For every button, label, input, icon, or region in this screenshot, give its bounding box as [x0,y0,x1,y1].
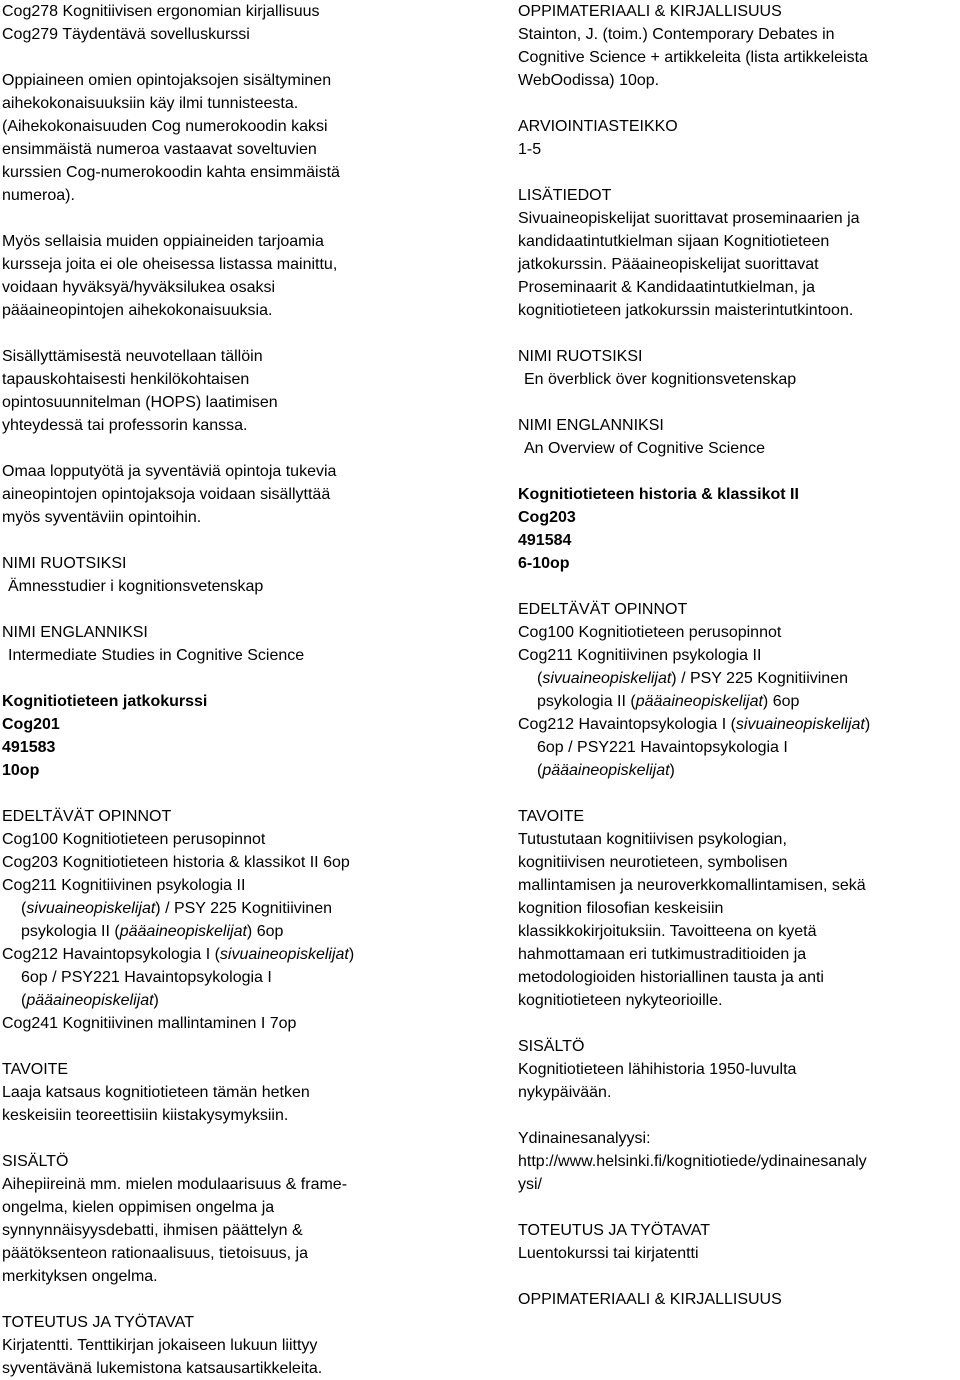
goal-line: mallintamisen ja neuroverkkomallintamisen, sekä [518,877,866,894]
method-line: Luentokurssi tai kirjatentti [518,1245,699,1262]
course-code: Cog201 [2,716,60,733]
goal-line: metodologioiden historiallinen tausta ja anti [518,969,824,986]
prerequisite-line: (sivuaineopiskelijat) / PSY 225 Kognitiivinen [537,670,848,687]
name-english-label: NIMI ENGLANNIKSI [518,417,664,434]
info-label: LISÄTIEDOT [518,187,612,204]
paragraph-line: numeroa). [2,187,75,204]
goal-line: Laaja katsaus kognitiotieteen tämän hetken [2,1084,310,1101]
course-code: Cog203 [518,509,576,526]
content-line: merkityksen ongelma. [2,1268,158,1285]
prerequisite-line: psykologia II (pääaineopiskelijat) 6op [537,693,800,710]
course-credits: 6-10op [518,555,570,572]
prerequisite-line: 6op / PSY221 Havaintopsykologia I [21,969,272,986]
paragraph-line: pääaineopintojen aihekokonaisuuksia. [2,302,273,319]
materials-line: Cognitive Science + artikkeleita (lista artikkeleista [518,49,868,66]
content-line: Aihepiireinä mm. mielen modulaarisuus & frame- [2,1176,348,1193]
info-line: kandidaatintutkielman sijaan Kognitiotieteen [518,233,830,250]
prerequisites-label: EDELTÄVÄT OPINNOT [518,601,688,618]
content-label: SISÄLTÖ [2,1153,69,1170]
course-credits: 10op [2,762,40,779]
course-list-item: Cog278 Kognitiivisen ergonomian kirjallisuus [2,3,320,20]
name-swedish-label: NIMI RUOTSIKSI [518,348,643,365]
left-column [2,0,457,1380]
paragraph-line: tapauskohtaisesti henkilökohtaisen [2,371,250,388]
goal-label: TAVOITE [2,1061,69,1078]
content-line: päätöksenteon rationaalisuus, tietoisuus, ja [2,1245,308,1262]
course-number: 491584 [518,532,572,549]
paragraph-line: Omaa lopputyötä ja syventäviä opintoja tukevia [2,463,337,480]
info-line: kognitiotieteen jatkokurssin maisterintutkintoon. [518,302,854,319]
info-line: Sivuaineopiskelijat suorittavat proseminaarien ja [518,210,860,227]
info-line: Proseminaarit & Kandidaatintutkielman, ja [518,279,816,296]
content-line: Kognitiotieteen lähihistoria 1950-luvulta [518,1061,797,1078]
prerequisite-line: Cog203 Kognitiotieteen historia & klassikot II 6op [2,854,350,871]
paragraph-line: ensimmäistä numeroa vastaavat soveltuvien [2,141,317,158]
method-line: syventävänä lukemistona katsausartikkeleita. [2,1360,323,1377]
grading-label: ARVIOINTIASTEIKKO [518,118,678,135]
name-swedish: En överblick över kognitionsvetenskap [524,371,797,388]
paragraph-line: myös syventäviin opintoihin. [2,509,202,526]
content-line: synnynnäisyysdebatti, ihmisen päättelyn & [2,1222,303,1239]
materials-line: Stainton, J. (toim.) Contemporary Debates in [518,26,835,43]
goal-label: TAVOITE [518,808,585,825]
content-label: SISÄLTÖ [518,1038,585,1055]
course-number: 491583 [2,739,56,756]
method-label: TOTEUTUS JA TYÖTAVAT [518,1222,711,1239]
name-english-label: NIMI ENGLANNIKSI [2,624,148,641]
grading-value: 1-5 [518,141,542,158]
materials-label: OPPIMATERIAALI & KIRJALLISUUS [518,3,782,20]
prerequisites-label: EDELTÄVÄT OPINNOT [2,808,172,825]
prerequisite-line: Cog211 Kognitiivinen psykologia II [2,877,246,894]
goal-line: hahmottamaan eri tutkimustraditioiden ja [518,946,807,963]
prerequisite-line: (pääaineopiskelijat) [537,762,675,779]
prerequisite-line: Cog100 Kognitiotieteen perusopinnot [518,624,782,641]
prerequisite-line: Cog211 Kognitiivinen psykologia II [518,647,762,664]
method-label: TOTEUTUS JA TYÖTAVAT [2,1314,195,1331]
materials-line: WebOodissa) 10op. [518,72,660,89]
content-line: ongelma, kielen oppimisen ongelma ja [2,1199,275,1216]
right-column [518,0,960,1311]
prerequisite-line: (sivuaineopiskelijat) / PSY 225 Kognitiivinen [21,900,332,917]
paragraph-line: (Aihekokonaisuuden Cog numerokoodin kaksi [2,118,328,135]
info-line: jatkokurssin. Pääaineopiskelijat suorittavat [518,256,819,273]
course-title: Kognitiotieteen historia & klassikot II [518,486,799,503]
analysis-link[interactable]: http://www.helsinki.fi/kognitiotiede/ydinainesanaly [518,1153,867,1170]
name-english: Intermediate Studies in Cognitive Science [8,647,305,664]
goal-line: keskeisiin teoreettisiin kiistakysymyksiin. [2,1107,289,1124]
materials-label: OPPIMATERIAALI & KIRJALLISUUS [518,1291,782,1308]
goal-line: klassikkokirjoituksiin. Tavoitteena on kyetä [518,923,817,940]
course-title: Kognitiotieteen jatkokurssi [2,693,208,710]
prerequisite-line: Cog241 Kognitiivinen mallintaminen I 7op [2,1015,297,1032]
prerequisite-line: Cog212 Havaintopsykologia I (sivuaineopiskelijat) [2,946,355,963]
method-line: Kirjatentti. Tenttikirjan jokaiseen lukuun liittyy [2,1337,318,1354]
paragraph-line: aineopintojen opintojaksoja voidaan sisällyttää [2,486,331,503]
prerequisite-line: psykologia II (pääaineopiskelijat) 6op [21,923,284,940]
goal-line: kognitiivisen neurotieteen, symbolisen [518,854,788,871]
analysis-link[interactable]: ysi/ [518,1176,542,1193]
name-english: An Overview of Cognitive Science [524,440,765,457]
content-line: nykypäivään. [518,1084,612,1101]
name-swedish-label: NIMI RUOTSIKSI [2,555,127,572]
prerequisite-line: Cog100 Kognitiotieteen perusopinnot [2,831,266,848]
paragraph-line: aihekokonaisuuksiin käy ilmi tunnisteesta. [2,95,299,112]
goal-line: kognitiotieteen nykyteorioille. [518,992,723,1009]
paragraph-line: opintosuunnitelman (HOPS) laatimisen [2,394,278,411]
prerequisite-line: 6op / PSY221 Havaintopsykologia I [537,739,788,756]
paragraph-line: yhteydessä tai professorin kanssa. [2,417,248,434]
course-list-item: Cog279 Täydentävä sovelluskurssi [2,26,250,43]
paragraph-line: kurssien Cog-numerokoodin kahta ensimmäistä [2,164,340,181]
analysis-label: Ydinainesanalyysi: [518,1130,651,1147]
goal-line: kognition filosofian keskeisiin [518,900,724,917]
paragraph-line: voidaan hyväksyä/hyväksilukea osaksi [2,279,276,296]
prerequisite-line: Cog212 Havaintopsykologia I (sivuaineopiskelijat) [518,716,871,733]
name-swedish: Ämnesstudier i kognitionsvetenskap [8,578,264,595]
paragraph-line: Myös sellaisia muiden oppiaineiden tarjoamia [2,233,324,250]
paragraph-line: kursseja joita ei ole oheisessa listassa mainittu, [2,256,338,273]
prerequisite-line: (pääaineopiskelijat) [21,992,159,1009]
paragraph-line: Oppiaineen omien opintojaksojen sisältyminen [2,72,332,89]
goal-line: Tutustutaan kognitiivisen psykologian, [518,831,787,848]
paragraph-line: Sisällyttämisestä neuvotellaan tällöin [2,348,263,365]
